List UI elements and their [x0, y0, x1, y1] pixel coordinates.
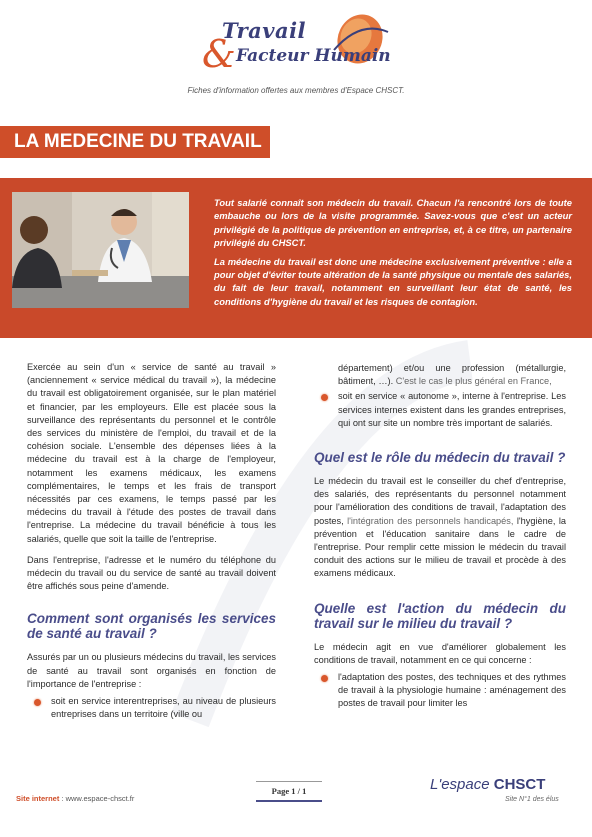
body-text: l'hygiène, la prévention et l'éducation sanitaire dans le cadre de l'entreprise. Pour remplir cette mission le médecin du travail conduit des actions sur le milieu de travail et procède à des examens médicaux.	[314, 515, 566, 579]
doctor-photo	[12, 192, 189, 308]
right-column	[314, 362, 566, 711]
list-item-text: l'adaptation des postes, des techniques et des rythmes de travail à la physiologie humaine : aménagement des postes de travail pour limiter les	[338, 672, 566, 709]
footer-website	[16, 794, 134, 803]
page-number: Page 1 / 1	[256, 781, 322, 802]
list-item	[314, 671, 566, 711]
section-heading-organisation: Comment sont organisés les services de santé au travail ?	[27, 611, 276, 642]
left-column	[27, 361, 276, 721]
logo-ampersand: &	[202, 32, 236, 76]
title-bar	[0, 126, 270, 158]
list-item	[27, 695, 276, 721]
list-item	[314, 390, 566, 430]
doctor-consultation-image	[12, 192, 189, 308]
footer-site-url[interactable]: : www.espace-chsct.fr	[59, 794, 135, 803]
list-item-text: soit en service interentreprises, au niveau de plusieurs entreprises dans un territoire (ville ou	[51, 696, 276, 720]
logo-text-travail: Travail	[222, 18, 307, 43]
logo	[200, 8, 400, 80]
logo-text-facteur-humain: Facteur Humain	[236, 46, 391, 66]
body-paragraph-1: Exercée au sein d'un « service de santé au travail » (anciennement « service médical du travail »), la médecine du travail est obligatoirement organisée, sur le plan matériel et financier, par les employeurs. Elle est placée sous la surveillance des représentants du personnel et le contrôle des services du ministère de l'emploi, du travail et de la cohésion sociale. L'ensemble des dépenses liées à la médecine du travail est à la charge de l'employeur, notamment les examens médicaux, les examens complémentaires, le temps et les frais de transport nécessités par ces examens, le temps passé par les médecins du travail à l'étude des postes de travail dans l'entreprise. La médecine du travail bénéficie à tous les salariés, quelle que soit la taille de l'entreprise.	[27, 362, 276, 544]
intro-paragraph-1: Tout salarié connaît son médecin du travail. Chacun l'a rencontré lors de toute embauche ou lors de la visite programmée. Savez-vous que c'est un acteur privilégié de la politique de prévention en entreprise, et, à ce titre, un partenaire privilégié du CHSCT.	[214, 197, 572, 249]
list-item-continuation	[314, 362, 566, 388]
page-title: LA MEDECINE DU TRAVAIL	[14, 131, 262, 152]
intro-text	[214, 196, 572, 313]
tagline: Fiches d'information offertes aux membres d'Espace CHSCT.	[187, 86, 405, 95]
brand-bold: CHSCT	[493, 776, 546, 793]
brand-prefix: L'espace	[430, 776, 494, 793]
continuation-muted-text: C'est le cas le plus général en France,	[395, 376, 552, 387]
body-text: Le médecin du travail est le conseiller du chef d'entreprise, des salariés, des représentants du personnel notamment pour l'amélioration des conditions de travail, l'adaptation des postes,	[314, 476, 566, 526]
body-paragraph-5: Le médecin agit en vue d'améliorer globalement les conditions de travail, notamment en ce qui concerne :	[314, 641, 566, 665]
footer-site-label: Site internet	[16, 794, 60, 803]
body-paragraph-3: Assurés par un ou plusieurs médecins du travail, les services de santé au travail sont organisés en fonction de l'importance de l'entreprise :	[27, 652, 276, 689]
list-item-text: soit en service « autonome », interne à l'entreprise. Les services internes existent dans les grandes entreprises, qui ont sur site un nombre très important de salariés.	[338, 391, 566, 428]
section-heading-action: Quelle est l'action du médecin du travail sur le milieu du travail ?	[314, 600, 566, 631]
body-text-muted: l'intégration des personnels handicapés,	[347, 515, 514, 526]
continuation-text: département) et/ou une profession (métallurgie, bâtiment, …).	[338, 363, 566, 387]
section-heading-role: Quel est le rôle du médecin du travail ?	[314, 450, 566, 466]
body-paragraph-2: Dans l'entreprise, l'adresse et le numéro du téléphone du médecin du travail ou du service de santé au travail doivent être affichés sous peine d'amende.	[27, 554, 276, 592]
espace-chsct-tagline: Site N°1 des élus	[505, 796, 559, 803]
intro-paragraph-2: La médecine du travail est donc une médecine exclusivement préventive : elle a pour objet d'éviter toute altération de la santé physique ou mentale des salariés, du fait de leur travail, notamment en surveillant leur état de santé, les conditions d'hygiène du travail et les risques de contagion.	[214, 255, 572, 307]
body-paragraph-4	[314, 475, 566, 581]
espace-chsct-logo	[430, 776, 545, 793]
